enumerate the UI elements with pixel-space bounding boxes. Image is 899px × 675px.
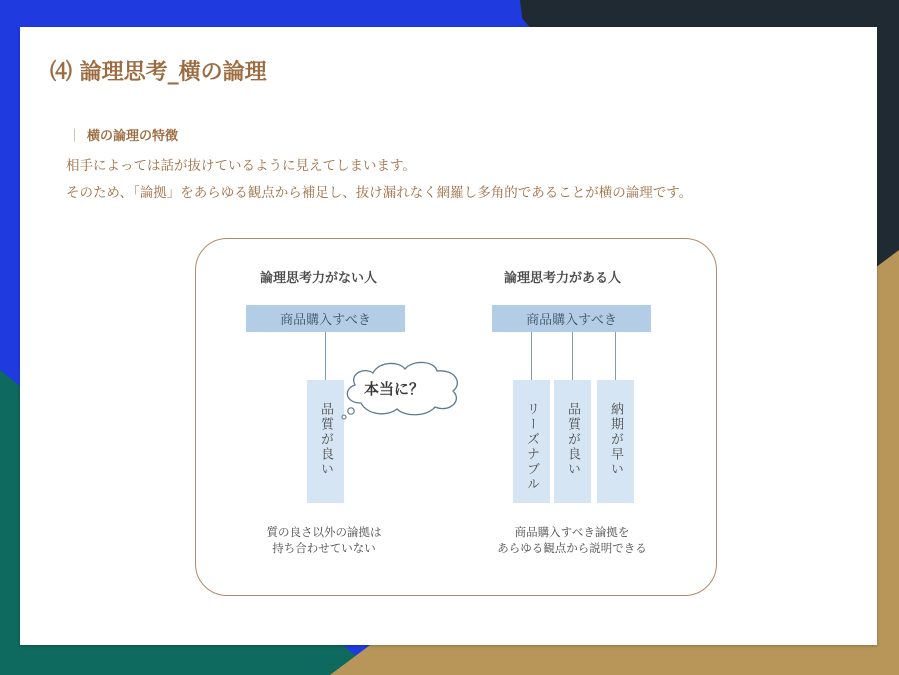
subheading [68, 125, 178, 144]
right-reason-box-3 [597, 380, 634, 503]
left-reason-label: 品質が良い [318, 402, 333, 477]
right-reason-label-2: 品質が良い [565, 402, 580, 477]
left-caption-line-1: 質の良さ以外の論拠は [266, 525, 382, 539]
thought-text: 本当に？ [363, 380, 424, 398]
right-connector-1 [531, 332, 532, 380]
right-heading: 論理思考力がある人 [504, 271, 622, 286]
right-reason-label-3: 納期が早い [608, 402, 623, 477]
left-heading: 論理思考力がない人 [260, 271, 378, 286]
right-caption [482, 524, 662, 556]
right-reason-box-2 [554, 380, 591, 503]
slide [20, 27, 877, 645]
comparison-diagram [195, 238, 717, 596]
right-connector-2 [572, 332, 573, 380]
right-connector-3 [615, 332, 616, 380]
right-reason-box-1 [513, 380, 550, 503]
right-caption-line-2: あらゆる観点から説明できる [497, 541, 647, 555]
right-caption-line-1: 商品購入すべき論拠を [514, 525, 630, 539]
right-reason-label-1: リーズナブル [524, 402, 539, 492]
subheading-text: 横の論理の特徴 [87, 129, 179, 144]
right-conclusion-box: 商品購入すべき [492, 305, 651, 332]
left-caption [244, 524, 404, 556]
left-caption-line-2: 持ち合わせていない [272, 541, 376, 555]
slide-title: ⑷ 論理思考_横の論理 [50, 60, 267, 85]
left-conclusion-box: 商品購入すべき [246, 305, 405, 332]
left-connector [325, 332, 326, 380]
body-line-2: そのため、「論拠」をあらゆる観点から補足し、抜け漏れなく網羅し多角的であることが横の論理です。 [66, 185, 693, 201]
subheading-bar: ｜ [68, 129, 82, 144]
body-line-1: 相手によっては話が抜けているように見えてしまいます。 [66, 158, 416, 174]
